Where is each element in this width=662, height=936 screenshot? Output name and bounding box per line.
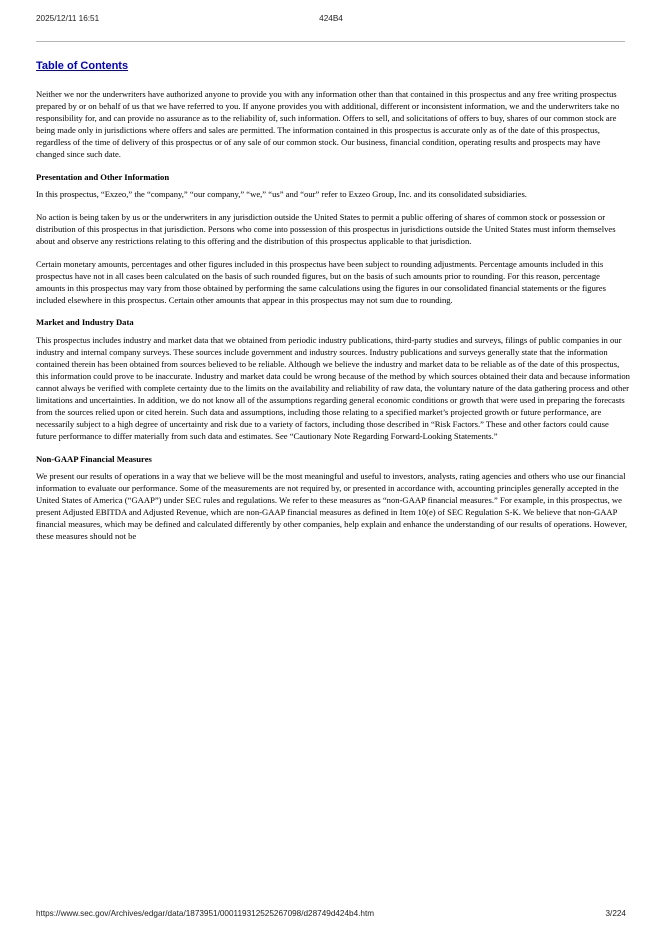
section-non-gaap (36, 453, 630, 543)
section-heading: Presentation and Other Information (36, 172, 170, 183)
table-of-contents-link[interactable]: Table of Contents (36, 60, 129, 72)
section-heading: Non-GAAP Financial Measures (36, 453, 152, 464)
paragraph: In this prospectus, “Exzeo,” the “company,” “our company,” “we,” “us” and “our” refer to Exzeo Group, Inc. and its consolidated subsidiaries. (36, 189, 527, 200)
paragraph: We present our results of operations in a way that we believe will be the most meaningful and useful to investors, analysts, rating agencies and others who use our financial information to evaluate our performance. Some of the measurements are not required by, or presented in accordance with, accounting principles generally accepted in the United States of America (“GAAP”) under SEC rules and regulations. We refer to these measures as “non-GAAP financial measures.” For example, in this prospectus, we present Adjusted EBITDA and Adjusted Revenue, which are non-GAAP financial measures as defined in Item 10(e) of SEC Regulation S-K. We believe that non-GAAP financial measures, which may be defined and calculated differently by other companies, help explain and enhance the understanding of our results of operations. However, these measures should not be (36, 470, 628, 542)
document-type: 424B4 (319, 14, 343, 23)
section-market-data (36, 316, 630, 442)
header-divider (36, 41, 625, 42)
section-presentation (36, 171, 630, 306)
intro-paragraph: Neither we nor the underwriters have authorized anyone to provide you with any information other than that contained in this prospectus and any free writing prospectus prepared by or on behalf of us that we have referred to you. If anyone provides you with additional, different or inconsistent information, we and the underwriters take no responsibility for, and can provide no assurance as to the reliability of, such information. Offers to sell, and solicitations of offers to buy, shares of our common stock are being made only in jurisdictions where offers and sales are permitted. The information contained in this prospectus is accurate only as of the date of this prospectus, regardless of the time of delivery of this prospectus or of any sale of our common stock. Our business, financial condition, operating results and prospects may have changed since such date. (36, 89, 620, 160)
paragraph: No action is being taken by us or the underwriters in any jurisdiction outside the United States to permit a public offering of shares of common stock or possession or distribution of this prospectus in that jurisdiction. Persons who come into possession of this prospectus in jurisdictions outside the United States must inform themselves about and observe any restrictions relating to this offering and the distribution of this prospectus applicable to that jurisdiction. (36, 211, 616, 246)
section-heading: Market and Industry Data (36, 317, 134, 328)
page-number: 3/224 (605, 909, 626, 918)
print-timestamp: 2025/12/11 16:51 (36, 14, 100, 23)
paragraph: This prospectus includes industry and market data that we obtained from periodic industry publications, third-party studies and surveys, filings of public companies in our industry and internal company surveys. These sources include government and industry sources. Industry publications and surveys generally state that the information contained therein has been obtained from sources believed to be reliable. Although we believe the industry and market data to be reliable as of the date of this prospectus, this information could prove to be inaccurate. Industry and market data could be wrong because of the method by which sources obtained their data and because information cannot always be verified with complete certainty due to the limits on the availability and reliability of raw data, the voluntary nature of the data gathering process and other limitations and uncertainties. In addition, we do not know all of the assumptions regarding general economic conditions or growth that were used in preparing the forecasts from the sources relied upon or cited herein. Such data and assumptions, including those relating to a specified market’s projected growth or future performance, are necessarily subject to a high degree of uncertainty and risk due to a variety of factors, including those described in “Risk Factors.” These and other factors could cause future performance to differ materially from such data and estimates. See “Cautionary Note Regarding Forward-Looking Statements.” (36, 334, 630, 442)
paragraph: Certain monetary amounts, percentages and other figures included in this prospectus have been subject to rounding adjustments. Percentage amounts included in this prospectus have not in all cases been calculated on the basis of such rounded figures, but on the basis of such amounts prior to rounding. For this reason, percentage amounts in this prospectus may vary from those obtained by performing the same calculations using the figures in our consolidated financial statements or the figures included elsewhere in this prospectus. Certain other amounts that appear in this prospectus may not sum due to rounding. (36, 258, 606, 305)
prospectus-body (36, 88, 630, 543)
source-url: https://www.sec.gov/Archives/edgar/data/1873951/000119312525267098/d28749d424b4.htm (36, 909, 375, 918)
